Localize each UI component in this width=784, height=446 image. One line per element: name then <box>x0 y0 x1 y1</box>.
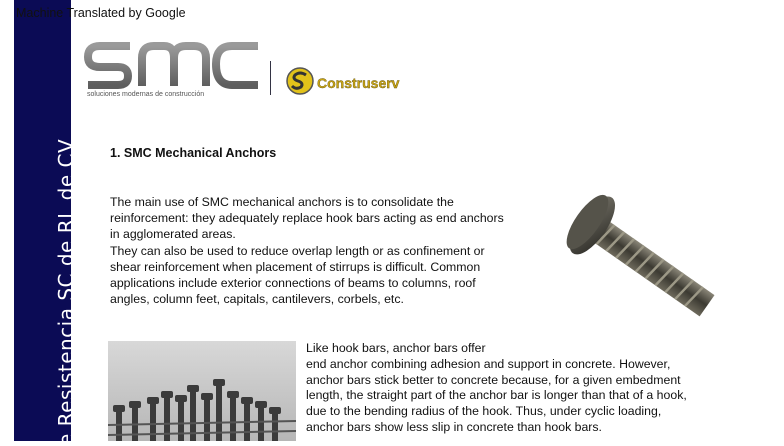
text-line: anchor bars stick better to concrete because, for a given embedment <box>306 372 681 387</box>
text-line: They can also be used to reduce overlap length or as confinement or <box>110 244 485 258</box>
paragraph-hook-comparison <box>306 341 726 436</box>
text-line: shear reinforcement when placement of stirrups is difficult. Common <box>110 259 481 274</box>
smc-tagline: soluciones modernas de construcción <box>87 91 205 98</box>
text-line: applications include exterior connections of beams to columns, roof <box>110 276 476 290</box>
text-line: in agglomerated areas. <box>110 226 236 241</box>
text-line: end anchor combining adhesion and support in concrete. However, <box>306 356 671 371</box>
text-line: anchor bars show less slip in concrete than hook bars. <box>306 419 602 434</box>
text-line: Like hook bars, anchor bars offer <box>306 341 486 355</box>
sidebar-company-text: e Resistencia SC de RL de CV <box>54 138 78 446</box>
text-line: The main use of SMC mechanical anchors is to consolidate the <box>110 195 454 209</box>
construserv-wordmark: Construserv <box>317 75 400 91</box>
text-line: length, the straight part of the anchor bar is longer than that of a hook, <box>306 388 687 403</box>
logo-divider <box>270 61 271 95</box>
smc-logo <box>86 36 261 98</box>
paragraph-main-use <box>110 195 540 242</box>
section-title: 1. SMC Mechanical Anchors <box>110 146 277 160</box>
machine-translation-banner: Machine Translated by Google <box>16 6 186 20</box>
paragraph-applications <box>110 276 540 308</box>
text-line: reinforcement: they adequately replace hook bars acting as end anchors <box>110 210 504 225</box>
construserv-logo <box>283 66 423 96</box>
text-line: angles, column feet, capitals, cantilevers, corbels, etc. <box>110 291 404 306</box>
text-line: due to the bending radius of the hook. Thus, under cyclic loading, <box>306 404 662 419</box>
mechanical-anchor-photo <box>560 192 715 322</box>
vertical-sidebar <box>14 0 78 446</box>
paragraph-other-uses <box>110 244 540 276</box>
rebar-anchor-cage-photo <box>108 341 296 441</box>
